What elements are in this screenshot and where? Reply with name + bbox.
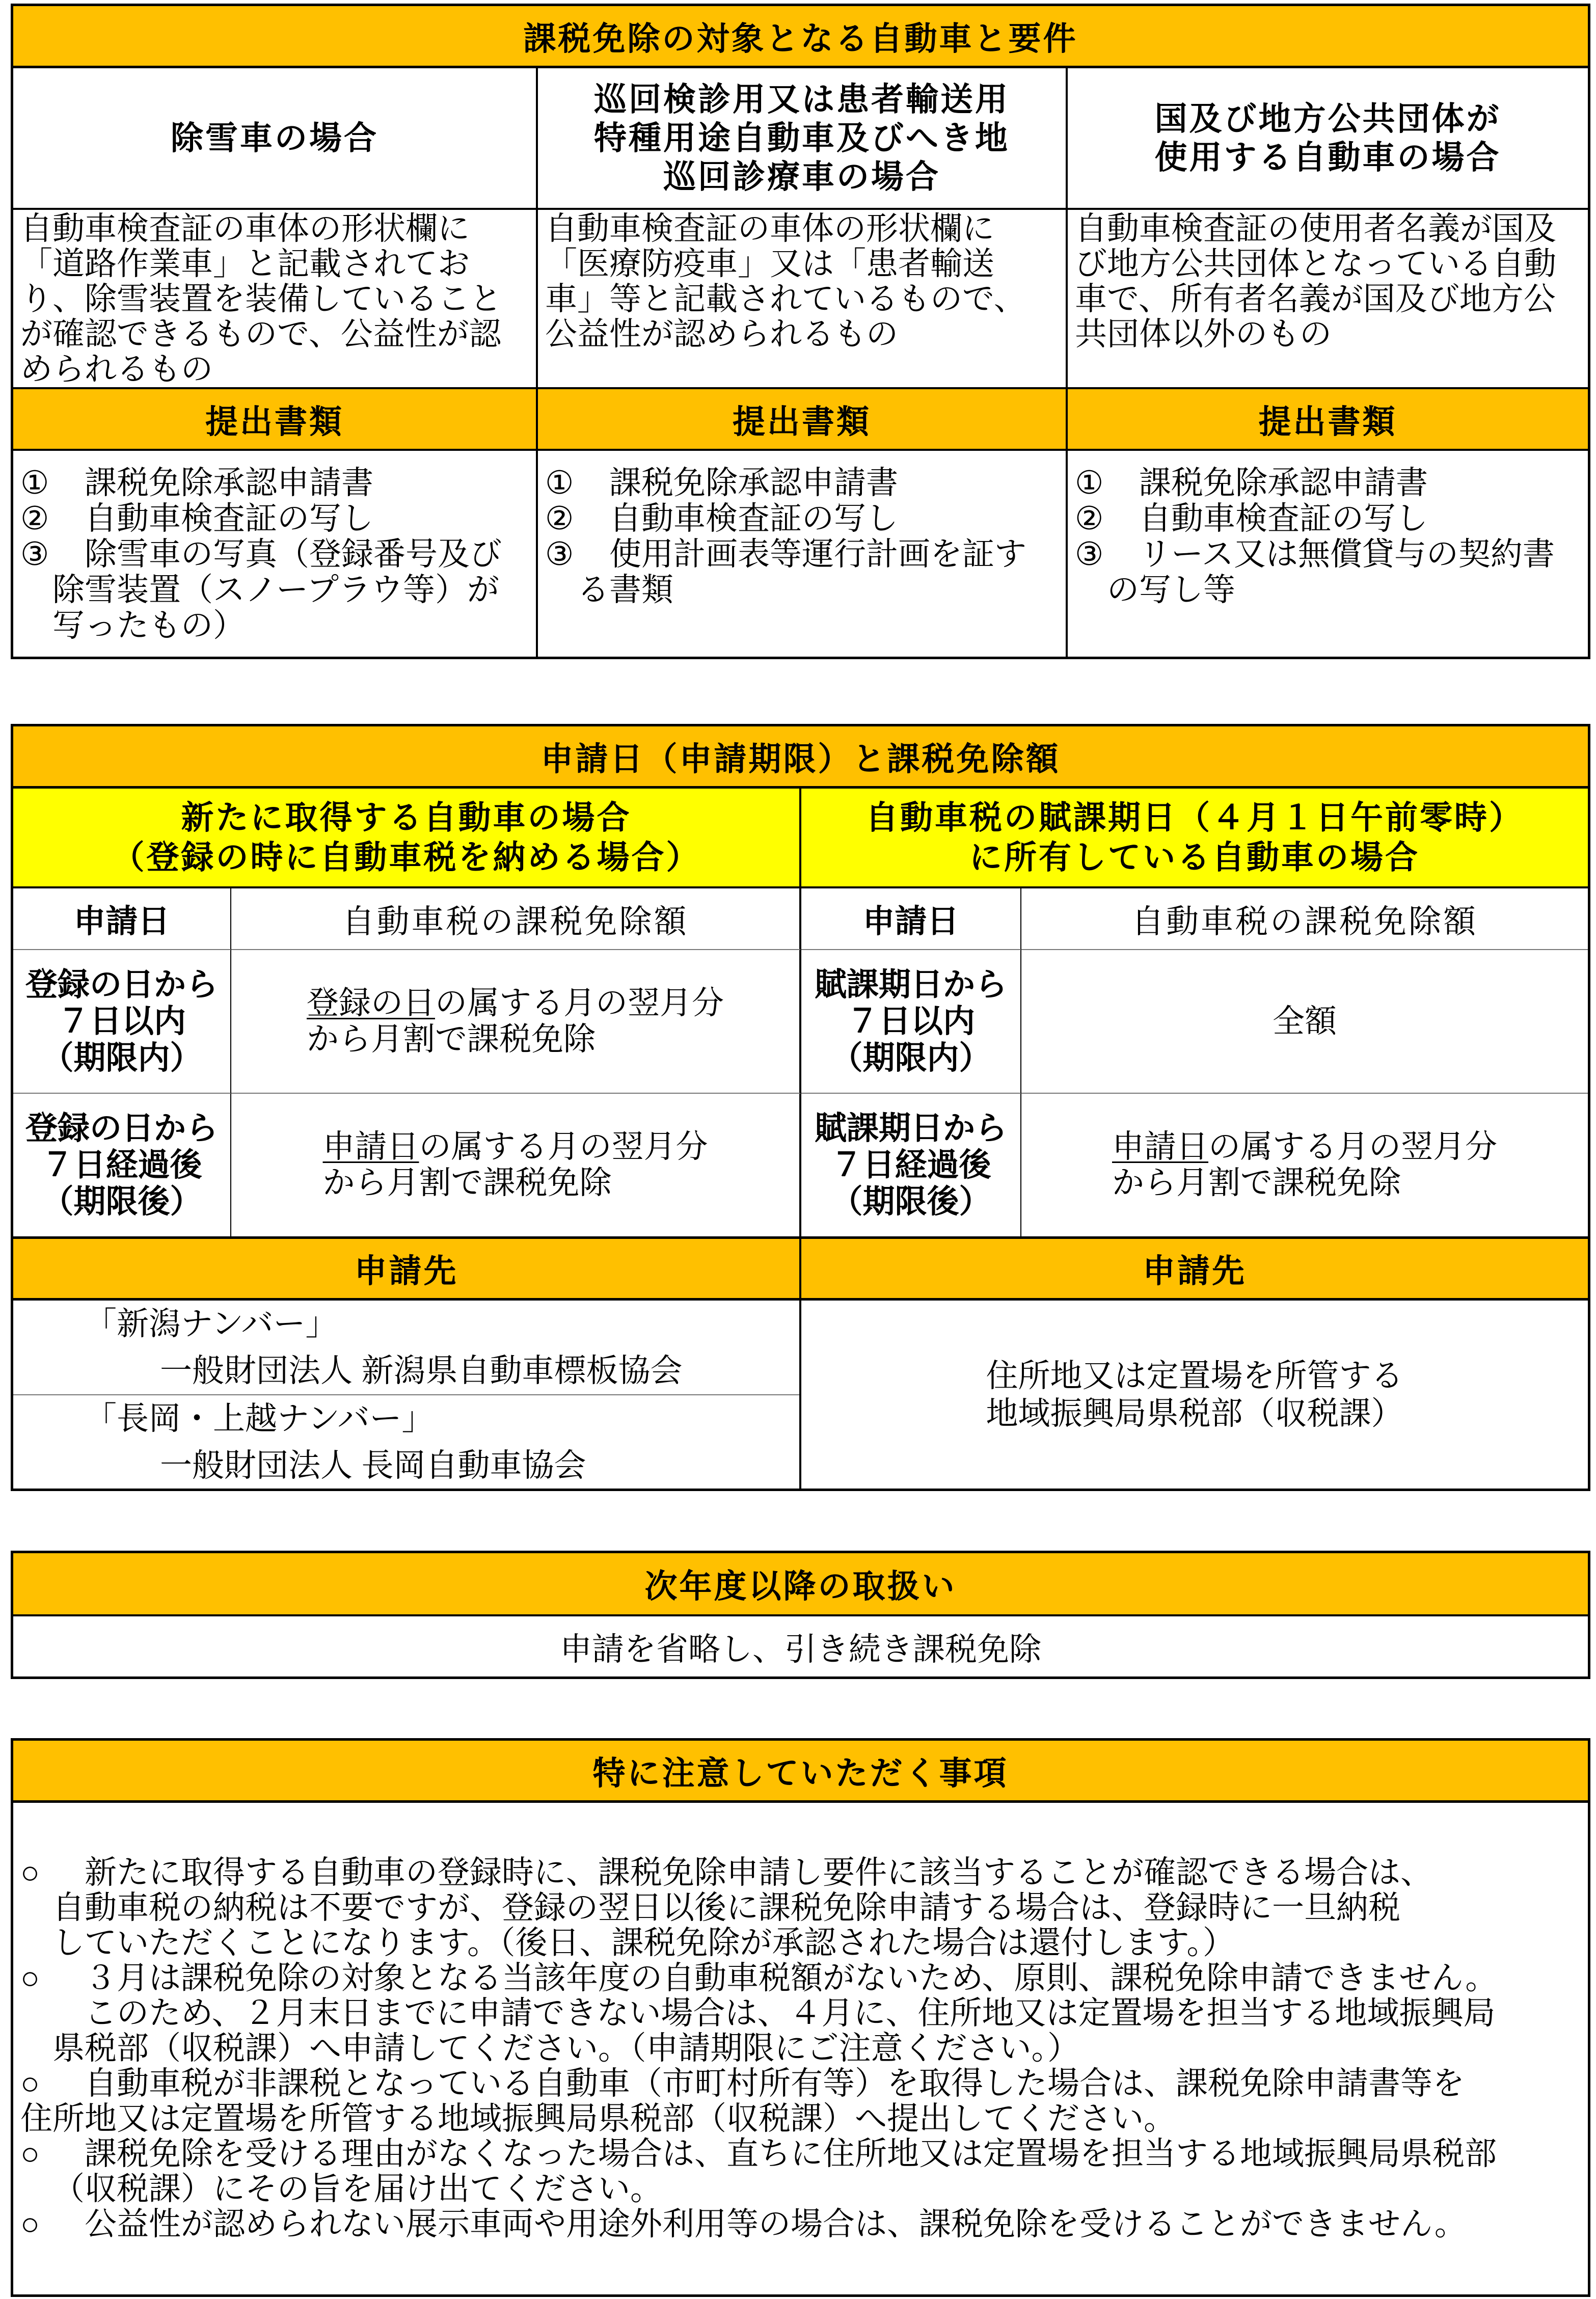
date-line: ７日以内 (58, 1004, 186, 1039)
destination-nagaoka-joetsu (13, 1395, 799, 1489)
amount-line-text: の属する月の翌月分 (435, 985, 724, 1021)
note-text: 自動車税の納税は不要ですが、登録の翌日以後に課税免除申請する場合は、登録時に一旦納税 (52, 1890, 1400, 1926)
date-line: 賦課期日から (815, 967, 1007, 1003)
requirement-line: 「医療防疫車」又は「患者輸送 (545, 246, 994, 282)
column-header-date (801, 888, 1021, 950)
document-text: 自動車検査証の写し (85, 501, 373, 536)
note-text: ３月は課税免除の対象となる当該年度の自動車税額がないため、原則、課税免除申請できません。 (85, 1960, 1498, 1996)
document-item (1075, 536, 1581, 572)
application-title: 申請日（申請期限）と課税免除額 (540, 740, 1061, 777)
number-1-icon: ① (545, 465, 574, 501)
amount-line (307, 1021, 724, 1058)
documents-list-public-body-vehicle (1068, 451, 1588, 657)
note-line (20, 2172, 1581, 2207)
number-2-icon: ② (1075, 501, 1104, 536)
document-item (20, 501, 529, 536)
requirement-public-body-vehicle (1068, 210, 1588, 389)
document-text-continued: 写ったもの） (52, 608, 245, 643)
column-header-amount-label: 自動車税の課税免除額 (342, 903, 689, 940)
amount-text (307, 985, 724, 1058)
eligibility-table (11, 4, 1590, 659)
destination-office (986, 1357, 1403, 1432)
date-line: （期限内） (41, 1040, 202, 1076)
amount-line (323, 1165, 708, 1201)
underlined-term: 申請日 (1112, 1129, 1208, 1165)
bullet-circle-icon: ○ (20, 1855, 40, 1890)
document-text: リース又は無償貸与の契約書 (1139, 536, 1555, 572)
document-item (20, 465, 529, 501)
column-header-date (13, 888, 231, 950)
note-line (20, 1961, 1581, 1996)
amount-line (1112, 1129, 1497, 1165)
requirement-line: 公益性が認められるもの (545, 316, 898, 352)
destination-label-bar (801, 1239, 1588, 1301)
document-text-continued: 除雪装置（スノープラウ等）が (52, 572, 499, 608)
number-2-icon: ② (20, 501, 49, 536)
section-heading-line: に所有している自動車の場合 (969, 839, 1420, 876)
destination-label-bar (13, 1239, 801, 1301)
column-header-amount (1021, 888, 1588, 950)
organization-name: 一般財団法人 長岡自動車協会 (160, 1448, 586, 1483)
date-cell-within-deadline (13, 950, 231, 1094)
document-item (1075, 465, 1581, 501)
eligibility-title-bar (13, 6, 1588, 68)
eligibility-title: 課税免除の対象となる自動車と要件 (523, 20, 1078, 57)
organization-name: 一般財団法人 新潟県自動車標板協会 (160, 1353, 683, 1389)
next-year-table (11, 1551, 1590, 1679)
amount-line-text: 全額 (1273, 1003, 1337, 1039)
document-text: 除雪車の写真（登録番号及び (85, 536, 502, 572)
section-heading-new-vehicle (13, 789, 801, 888)
heading-medical-vehicle (538, 68, 1068, 210)
documents-label: 提出書類 (205, 403, 344, 440)
document-text-continued: の写し等 (1107, 572, 1235, 608)
note-text: 課税免除を受ける理由がなくなった場合は、直ちに住所地又は定置場を担当する地域振興局県税部 (85, 2136, 1497, 2172)
heading-line: 国及び地方公共団体が (1154, 100, 1501, 137)
destination-new-vehicle (13, 1301, 801, 1489)
amount-text (1112, 1129, 1497, 1201)
date-line: （期限後） (830, 1184, 991, 1220)
amount-line-text: の属する月の翌月分 (419, 1129, 708, 1165)
note-line (20, 2136, 1581, 2172)
note-text: このため、２月末日までに申請できない場合は、４月に、住所地又は定置場を担当する地域振興局 (85, 1995, 1496, 2031)
note-line (20, 1926, 1581, 1961)
bullet-circle-icon: ○ (20, 2206, 40, 2242)
section-heading-line: 自動車税の賦課期日（４月１日午前零時） (865, 799, 1524, 836)
requirement-line: 車」等と記載されているもので、 (545, 281, 1026, 317)
date-line: ７日経過後 (41, 1147, 202, 1183)
amount-line (1273, 1004, 1337, 1040)
requirement-line: められるもの (20, 351, 213, 387)
note-line (20, 2207, 1581, 2242)
requirement-line: 共団体以外のもの (1075, 316, 1332, 352)
heading-line: 特種用途自動車及びへき地 (594, 120, 1010, 156)
note-line (20, 2101, 1581, 2136)
column-header-date-label: 申請日 (73, 904, 170, 939)
notes-table (11, 1738, 1590, 2297)
plate-name: 「長岡・上越ナンバー」 (85, 1401, 434, 1437)
heading-line: 巡回検診用又は患者輸送用 (594, 81, 1010, 118)
requirement-medical-vehicle (538, 210, 1068, 389)
bullet-circle-icon: ○ (20, 2136, 40, 2172)
destination-line: 地域振興局県税部（収税課） (986, 1395, 1403, 1431)
documents-label-bar (538, 389, 1068, 451)
underlined-term: 登録の日 (307, 985, 435, 1021)
document-text-continued: る書類 (577, 572, 673, 608)
requirement-line: 自動車検査証の車体の形状欄に (20, 211, 470, 247)
date-line: 賦課期日から (815, 1111, 1007, 1146)
amount-line-text: の属する月の翌月分 (1208, 1129, 1497, 1165)
document-item (545, 465, 1059, 501)
documents-list-medical-vehicle (538, 451, 1068, 657)
heading-line: 除雪車の場合 (171, 120, 378, 156)
number-2-icon: ② (545, 501, 574, 536)
document-text: 自動車検査証の写し (609, 501, 898, 536)
document-text: 課税免除承認申請書 (85, 465, 373, 501)
document-text: 課税免除承認申請書 (1139, 465, 1428, 501)
heading-public-body-vehicle (1068, 68, 1588, 210)
documents-label-bar (1068, 389, 1588, 451)
number-3-icon: ③ (1075, 536, 1104, 572)
requirement-line: 「道路作業車」と記載されてお (20, 246, 470, 282)
underlined-term: 申請日 (322, 1129, 419, 1165)
documents-label: 提出書類 (733, 403, 871, 440)
note-text: 県税部（収税課）へ申請してください。（申請期限にご注意ください。） (52, 2031, 1079, 2066)
note-text: 新たに取得する自動車の登録時に、課税免除申請し要件に該当することが確認できる場合は、 (85, 1855, 1432, 1890)
amount-cell-after-deadline (1021, 1094, 1588, 1239)
destination-label: 申請先 (1143, 1253, 1247, 1289)
requirement-snowplow (13, 210, 538, 389)
date-line: ７日経過後 (830, 1147, 991, 1183)
documents-label-bar (13, 389, 538, 451)
section-heading-owned-vehicle (801, 789, 1588, 888)
note-text: （収税課）にその旨を届け出てください。 (52, 2171, 662, 2207)
note-text: 自動車税が非課税となっている自動車（市町村所有等）を取得した場合は、課税免除申請書等を (85, 2066, 1465, 2101)
destination-line: 住所地又は定置場を所管する (986, 1358, 1403, 1394)
requirement-line: 自動車検査証の使用者名義が国及 (1075, 211, 1556, 247)
date-line: （期限内） (830, 1040, 991, 1076)
amount-line-text: から月割で課税免除 (307, 1021, 596, 1057)
documents-label: 提出書類 (1258, 403, 1397, 440)
amount-line-text: から月割で課税免除 (1112, 1165, 1401, 1201)
number-3-icon: ③ (545, 536, 574, 572)
requirement-line: が確認できるもので、公益性が認 (20, 316, 501, 352)
section-heading-line: 新たに取得する自動車の場合 (181, 799, 632, 836)
date-line: （期限後） (41, 1184, 202, 1220)
amount-line (307, 985, 724, 1021)
amount-cell-within-deadline (231, 950, 801, 1094)
amount-cell-within-deadline (1021, 950, 1588, 1094)
heading-snowplow (13, 68, 538, 210)
destination-owned-vehicle (801, 1301, 1588, 1489)
note-text: していただくことになります。（後日、課税免除が承認された場合は還付します。） (52, 1925, 1235, 1961)
date-line: 登録の日から (25, 1111, 218, 1146)
column-header-amount-label: 自動車税の課税免除額 (1131, 903, 1478, 940)
destination-niigata (13, 1301, 799, 1395)
destination-label: 申請先 (354, 1253, 458, 1289)
next-year-body (13, 1616, 1588, 1676)
amount-line-text: から月割で課税免除 (322, 1165, 612, 1201)
date-line: 登録の日から (25, 967, 218, 1003)
date-cell-after-deadline (13, 1094, 231, 1239)
heading-line: 巡回診療車の場合 (663, 158, 940, 195)
document-item (1075, 501, 1581, 536)
document-item (545, 501, 1059, 536)
column-header-date-label: 申請日 (862, 904, 959, 939)
date-cell-after-deadline (801, 1094, 1021, 1239)
document-item (20, 536, 529, 572)
next-year-text: 申請を省略し、引き続き課税免除 (560, 1631, 1041, 1667)
notes-title: 特に注意していただく事項 (592, 1754, 1009, 1792)
requirement-line: 自動車検査証の車体の形状欄に (545, 211, 994, 247)
amount-line (1112, 1165, 1497, 1201)
amount-cell-after-deadline (231, 1094, 801, 1239)
note-line (20, 1855, 1581, 1890)
documents-list-snowplow (13, 451, 538, 657)
amount-text (1273, 1004, 1337, 1040)
section-heading-line: （登録の時に自動車税を納める場合） (112, 839, 701, 876)
document-text: 課税免除承認申請書 (609, 465, 898, 501)
note-text: 住所地又は定置場を所管する地域振興局県税部（収税課）へ提出してください。 (20, 2101, 1176, 2136)
note-line (20, 1996, 1581, 2031)
document-item (545, 536, 1059, 572)
document-text: 自動車検査証の写し (1139, 501, 1428, 536)
document-text: 使用計画表等運行計画を証す (609, 536, 1026, 572)
requirement-line: 車で、所有者名義が国及び地方公 (1075, 281, 1556, 317)
next-year-title-bar (13, 1553, 1588, 1616)
bullet-circle-icon: ○ (20, 2066, 40, 2101)
bullet-circle-icon: ○ (20, 1960, 40, 1996)
application-table (11, 724, 1590, 1491)
note-line (20, 2066, 1581, 2101)
note-text: 公益性が認められない展示車両や用途外利用等の場合は、課税免除を受けることができません。 (85, 2206, 1467, 2242)
next-year-title: 次年度以降の取扱い (644, 1568, 957, 1605)
amount-line (323, 1129, 708, 1165)
application-title-bar (13, 726, 1588, 789)
date-line: ７日以内 (847, 1004, 975, 1039)
note-line (20, 1890, 1581, 1926)
heading-line: 使用する自動車の場合 (1154, 139, 1501, 176)
requirement-line: り、除雪装置を装備していること (20, 281, 502, 317)
notes-title-bar (13, 1741, 1588, 1803)
column-header-amount (231, 888, 801, 950)
number-1-icon: ① (1075, 465, 1104, 501)
number-1-icon: ① (20, 465, 49, 501)
note-line (20, 2031, 1581, 2066)
plate-name: 「新潟ナンバー」 (85, 1306, 338, 1342)
amount-text (323, 1129, 708, 1201)
date-cell-within-deadline (801, 950, 1021, 1094)
number-3-icon: ③ (20, 536, 49, 572)
notes-body (13, 1803, 1588, 2294)
requirement-line: び地方公共団体となっている自動 (1075, 246, 1556, 282)
